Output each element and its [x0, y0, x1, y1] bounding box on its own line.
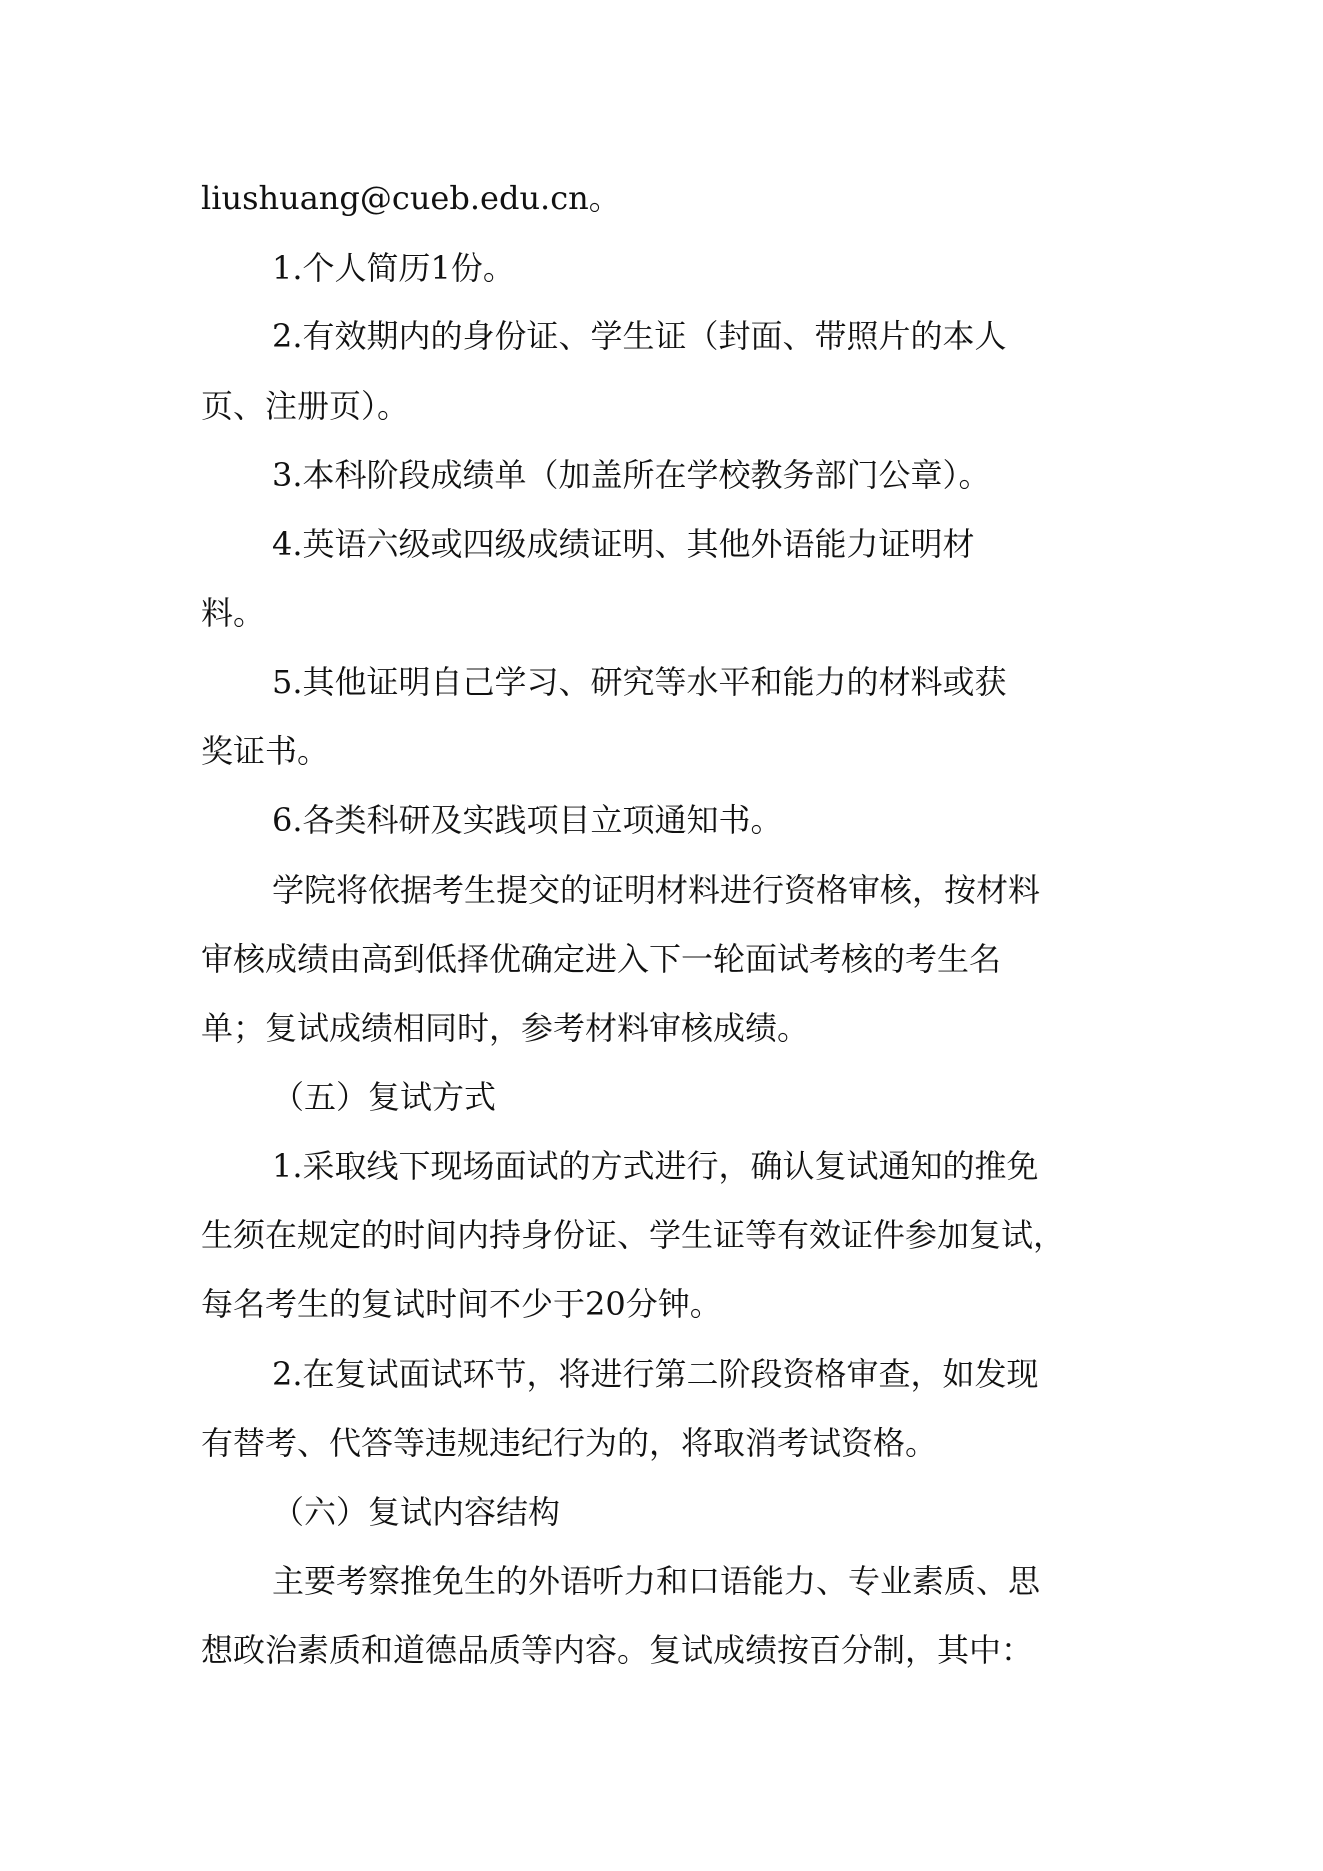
text-line: 2.有效期内的身份证、学生证（封面、带照片的本人 — [272, 317, 1007, 355]
text-line: 料。 — [201, 594, 266, 632]
section-heading: （五）复试方式 — [272, 1078, 497, 1116]
text-line: 学院将依据考生提交的证明材料进行资格审核，按材料 — [272, 871, 1041, 909]
text-line: 审核成绩由高到低择优确定进入下一轮面试考核的考生名 — [201, 940, 1002, 978]
text-line: 6.各类科研及实践项目立项通知书。 — [272, 801, 783, 839]
text-line: 3.本科阶段成绩单（加盖所在学校教务部门公章）。 — [272, 456, 991, 494]
text-line: 1.采取线下现场面试的方式进行，确认复试通知的推免 — [272, 1147, 1039, 1185]
text-line: 页、注册页）。 — [201, 387, 410, 425]
text-line: 有替考、代答等违规违纪行为的，将取消考试资格。 — [201, 1424, 938, 1462]
text-line: 每名考生的复试时间不少于20分钟。 — [201, 1285, 722, 1323]
text-line: 主要考察推免生的外语听力和口语能力、专业素质、思 — [272, 1562, 1041, 1600]
section-heading: （六）复试内容结构 — [272, 1493, 561, 1531]
text-line: 生须在规定的时间内持身份证、学生证等有效证件参加复试， — [201, 1216, 1066, 1254]
text-line: 4.英语六级或四级成绩证明、其他外语能力证明材 — [272, 525, 975, 563]
text-line: 5.其他证明自己学习、研究等水平和能力的材料或获 — [272, 663, 1007, 701]
text-line: 奖证书。 — [201, 732, 330, 770]
text-line: liushuang@cueb.edu.cn。 — [201, 179, 621, 217]
text-line: 2.在复试面试环节，将进行第二阶段资格审查，如发现 — [272, 1355, 1039, 1393]
text-line: 想政治素质和道德品质等内容。复试成绩按百分制，其中： — [201, 1631, 1034, 1669]
text-line: 1.个人简历1份。 — [272, 249, 515, 287]
text-line: 单；复试成绩相同时，参考材料审核成绩。 — [201, 1009, 810, 1047]
